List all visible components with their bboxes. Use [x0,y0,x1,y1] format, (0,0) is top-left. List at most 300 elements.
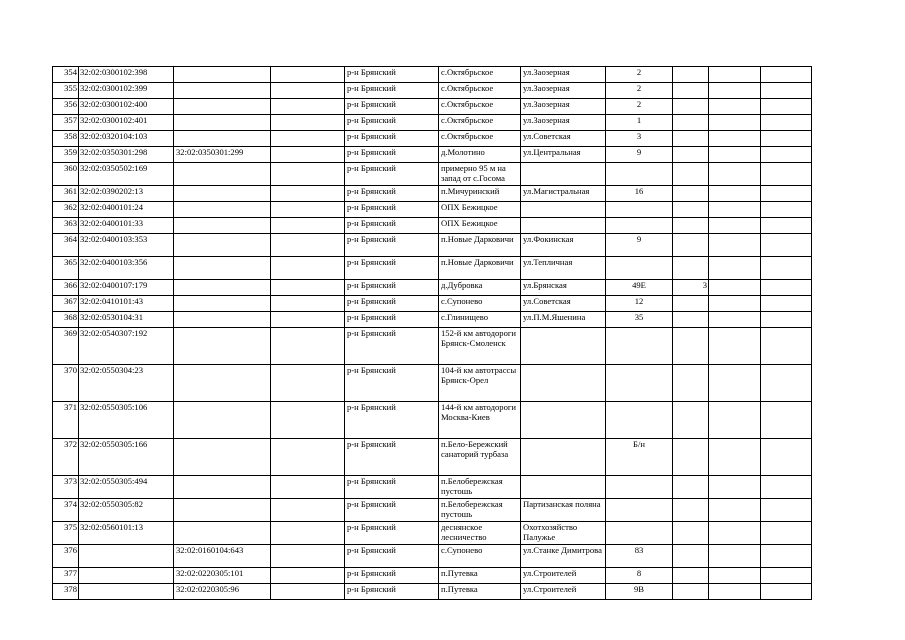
settlement: с.Октябрьское [439,131,521,147]
empty-cell [761,312,812,328]
related-cadastral-number [174,83,271,99]
empty-cell [761,131,812,147]
cadastral-number: 32:02:0550304:23 [79,365,174,402]
empty-cell [709,522,761,545]
cadastral-number [79,545,174,568]
cadastral-number: 32:02:0550305:494 [79,476,174,499]
cadastral-number: 32:02:0300102:401 [79,115,174,131]
empty-cell [271,499,345,522]
street: ул.Фокинская [521,234,606,257]
table-row [53,312,812,328]
house-number [606,476,673,499]
empty-cell [271,131,345,147]
house-number: 9 [606,147,673,163]
settlement: п.Новые Дарковичи [439,234,521,257]
cadastral-number: 32:02:0300102:398 [79,67,174,83]
empty-cell [271,296,345,312]
row-number: 368 [53,312,79,328]
empty-cell [761,365,812,402]
district: р-н Брянский [345,584,439,600]
related-cadastral-number [174,296,271,312]
row-number: 375 [53,522,79,545]
empty-cell [709,83,761,99]
row-number: 357 [53,115,79,131]
building-number [673,328,709,365]
house-number: 3 [606,131,673,147]
building-number [673,186,709,202]
row-number: 364 [53,234,79,257]
row-number: 370 [53,365,79,402]
house-number: Б/н [606,439,673,476]
related-cadastral-number [174,115,271,131]
table-row [53,402,812,439]
district: р-н Брянский [345,163,439,186]
cadastral-number: 32:02:0540307:192 [79,328,174,365]
related-cadastral-number [174,99,271,115]
street [521,402,606,439]
building-number [673,115,709,131]
row-number: 372 [53,439,79,476]
empty-cell [709,115,761,131]
empty-cell [761,218,812,234]
district: р-н Брянский [345,115,439,131]
district: р-н Брянский [345,545,439,568]
settlement: п.Путевка [439,584,521,600]
settlement: д.Дубровка [439,280,521,296]
table-row [53,186,812,202]
district: р-н Брянский [345,147,439,163]
empty-cell [271,147,345,163]
cadastral-number: 32:02:0300102:400 [79,99,174,115]
cadastral-number: 32:02:0400101:33 [79,218,174,234]
row-number: 371 [53,402,79,439]
row-number: 359 [53,147,79,163]
related-cadastral-number [174,186,271,202]
table-row [53,328,812,365]
building-number [673,218,709,234]
building-number [673,476,709,499]
building-number [673,147,709,163]
house-number [606,218,673,234]
empty-cell [761,147,812,163]
row-number: 355 [53,83,79,99]
district: р-н Брянский [345,280,439,296]
empty-cell [709,280,761,296]
empty-cell [271,402,345,439]
house-number [606,163,673,186]
row-number: 365 [53,257,79,280]
district: р-н Брянский [345,476,439,499]
street: ул.Заозерная [521,115,606,131]
street: ул.Советская [521,131,606,147]
building-number [673,99,709,115]
table-row [53,296,812,312]
empty-cell [709,67,761,83]
settlement: примерно 95 м на запад от с.Госома [439,163,521,186]
cadastral-number: 32:02:0400107:179 [79,280,174,296]
district: р-н Брянский [345,257,439,280]
settlement: 104-й км автотрассы Брянск-Орел [439,365,521,402]
related-cadastral-number [174,522,271,545]
cadastral-number: 32:02:0300102:399 [79,83,174,99]
empty-cell [709,545,761,568]
street: ул.Советская [521,296,606,312]
empty-cell [271,218,345,234]
building-number: 3 [673,280,709,296]
building-number [673,439,709,476]
row-number: 377 [53,568,79,584]
cadastral-number: 32:02:0560101:13 [79,522,174,545]
row-number: 376 [53,545,79,568]
house-number [606,257,673,280]
related-cadastral-number [174,218,271,234]
street: ул.Центральная [521,147,606,163]
cadastral-number: 32:02:0550305:106 [79,402,174,439]
empty-cell [761,584,812,600]
settlement: 152-й км автодороги Брянск-Смоленск [439,328,521,365]
empty-cell [761,257,812,280]
related-cadastral-number [174,280,271,296]
house-number [606,499,673,522]
table-row [53,280,812,296]
empty-cell [761,280,812,296]
empty-cell [761,402,812,439]
empty-cell [761,545,812,568]
house-number: 16 [606,186,673,202]
empty-cell [271,545,345,568]
empty-cell [709,499,761,522]
district: р-н Брянский [345,365,439,402]
property-table [52,66,812,600]
district: р-н Брянский [345,568,439,584]
table-row [53,67,812,83]
street [521,218,606,234]
row-number: 358 [53,131,79,147]
building-number [673,234,709,257]
cadastral-number: 32:02:0410101:43 [79,296,174,312]
settlement: ОПХ Бежицкое [439,218,521,234]
table-row [53,83,812,99]
building-number [673,522,709,545]
cadastral-number: 32:02:0530104:31 [79,312,174,328]
empty-cell [709,312,761,328]
empty-cell [709,296,761,312]
row-number: 369 [53,328,79,365]
street: ул.Тепличная [521,257,606,280]
settlement: п.Белобережская пустошь [439,476,521,499]
empty-cell [271,568,345,584]
district: р-н Брянский [345,131,439,147]
related-cadastral-number: 32:02:0350301:299 [174,147,271,163]
house-number: 9В [606,584,673,600]
table-row [53,522,812,545]
cadastral-number: 32:02:0400103:356 [79,257,174,280]
cadastral-number: 32:02:0550305:166 [79,439,174,476]
house-number [606,522,673,545]
building-number [673,499,709,522]
empty-cell [761,476,812,499]
row-number: 373 [53,476,79,499]
empty-cell [761,328,812,365]
empty-cell [761,163,812,186]
related-cadastral-number: 32:02:0220305:101 [174,568,271,584]
related-cadastral-number: 32:02:0160104:643 [174,545,271,568]
cadastral-number: 32:02:0390202:13 [79,186,174,202]
table-row [53,476,812,499]
empty-cell [271,439,345,476]
cadastral-number [79,584,174,600]
empty-cell [709,218,761,234]
empty-cell [709,439,761,476]
building-number [673,312,709,328]
related-cadastral-number [174,499,271,522]
related-cadastral-number [174,257,271,280]
settlement: 144-й км автодороги Москва-Киев [439,402,521,439]
settlement: с.Октябрьское [439,83,521,99]
building-number [673,584,709,600]
empty-cell [761,67,812,83]
building-number [673,545,709,568]
house-number: 2 [606,99,673,115]
district: р-н Брянский [345,312,439,328]
row-number: 363 [53,218,79,234]
street: ул.Строителей [521,584,606,600]
related-cadastral-number: 32:02:0220305:96 [174,584,271,600]
empty-cell [761,568,812,584]
street [521,328,606,365]
empty-cell [761,234,812,257]
table-row [53,234,812,257]
street [521,476,606,499]
house-number [606,365,673,402]
district: р-н Брянский [345,186,439,202]
empty-cell [271,115,345,131]
district: р-н Брянский [345,499,439,522]
empty-cell [709,402,761,439]
empty-cell [761,499,812,522]
settlement: с.Октябрьское [439,99,521,115]
street [521,365,606,402]
district: р-н Брянский [345,439,439,476]
house-number [606,202,673,218]
empty-cell [271,83,345,99]
table-row [53,499,812,522]
cadastral-number: 32:02:0400103:353 [79,234,174,257]
settlement: с.Глинищево [439,312,521,328]
related-cadastral-number [174,402,271,439]
table-row [53,568,812,584]
cadastral-number: 32:02:0350301:298 [79,147,174,163]
district: р-н Брянский [345,296,439,312]
row-number: 356 [53,99,79,115]
district: р-н Брянский [345,522,439,545]
related-cadastral-number [174,365,271,402]
empty-cell [761,83,812,99]
empty-cell [271,257,345,280]
empty-cell [761,296,812,312]
district: р-н Брянский [345,328,439,365]
settlement: п.Белобережская пустошь [439,499,521,522]
table-row [53,218,812,234]
street [521,163,606,186]
street [521,439,606,476]
table-row [53,115,812,131]
row-number: 354 [53,67,79,83]
empty-cell [709,257,761,280]
street: ул.Станке Димитрова [521,545,606,568]
street: ул.Заозерная [521,83,606,99]
empty-cell [709,99,761,115]
house-number: 12 [606,296,673,312]
empty-cell [271,476,345,499]
street: Охотхозяйство Палужье [521,522,606,545]
district: р-н Брянский [345,83,439,99]
table-row [53,131,812,147]
row-number: 366 [53,280,79,296]
empty-cell [271,365,345,402]
related-cadastral-number [174,67,271,83]
street: ул.Заозерная [521,99,606,115]
empty-cell [271,67,345,83]
empty-cell [271,584,345,600]
building-number [673,365,709,402]
house-number: 35 [606,312,673,328]
empty-cell [271,99,345,115]
table-row [53,257,812,280]
empty-cell [761,439,812,476]
empty-cell [761,115,812,131]
building-number [673,257,709,280]
street [521,202,606,218]
settlement: п.Путевка [439,568,521,584]
empty-cell [709,131,761,147]
building-number [673,296,709,312]
house-number: 2 [606,83,673,99]
cadastral-number: 32:02:0550305:82 [79,499,174,522]
empty-cell [761,186,812,202]
empty-cell [709,234,761,257]
building-number [673,163,709,186]
house-number: 49Е [606,280,673,296]
row-number: 367 [53,296,79,312]
street: ул.Строителей [521,568,606,584]
district: р-н Брянский [345,234,439,257]
settlement: с.Супонево [439,296,521,312]
table-row [53,163,812,186]
building-number [673,83,709,99]
settlement: с.Октябрьское [439,67,521,83]
table-row [53,545,812,568]
settlement: деснянское лесничество [439,522,521,545]
empty-cell [709,186,761,202]
cadastral-number: 32:02:0320104:103 [79,131,174,147]
street: ул.П.М.Яшенина [521,312,606,328]
empty-cell [761,202,812,218]
empty-cell [271,234,345,257]
cadastral-number: 32:02:0400101:24 [79,202,174,218]
settlement: с.Октябрьское [439,115,521,131]
house-number [606,402,673,439]
district: р-н Брянский [345,99,439,115]
related-cadastral-number [174,439,271,476]
district: р-н Брянский [345,202,439,218]
cadastral-number: 32:02:0350502:169 [79,163,174,186]
related-cadastral-number [174,202,271,218]
empty-cell [271,312,345,328]
house-number: 8 [606,568,673,584]
table-row [53,202,812,218]
district: р-н Брянский [345,218,439,234]
district: р-н Брянский [345,402,439,439]
settlement: с.Супонево [439,545,521,568]
row-number: 361 [53,186,79,202]
empty-cell [761,522,812,545]
related-cadastral-number [174,312,271,328]
empty-cell [709,202,761,218]
empty-cell [709,163,761,186]
empty-cell [709,328,761,365]
building-number [673,131,709,147]
building-number [673,202,709,218]
related-cadastral-number [174,163,271,186]
related-cadastral-number [174,476,271,499]
house-number: 2 [606,67,673,83]
settlement: ОПХ Бежицкое [439,202,521,218]
house-number: 9 [606,234,673,257]
house-number: 83 [606,545,673,568]
house-number: 1 [606,115,673,131]
row-number: 378 [53,584,79,600]
row-number: 362 [53,202,79,218]
settlement: п.Мичуринский [439,186,521,202]
empty-cell [709,365,761,402]
street: ул.Брянская [521,280,606,296]
empty-cell [709,568,761,584]
settlement: п.Бело-Бережский санаторий турбаза [439,439,521,476]
related-cadastral-number [174,328,271,365]
row-number: 360 [53,163,79,186]
street: ул.Магистральная [521,186,606,202]
settlement: д.Молотино [439,147,521,163]
empty-cell [271,202,345,218]
settlement: п.Новые Дарковичи [439,257,521,280]
table-row [53,439,812,476]
related-cadastral-number [174,131,271,147]
empty-cell [761,99,812,115]
street: Партизанская поляна [521,499,606,522]
empty-cell [709,584,761,600]
house-number [606,328,673,365]
district: р-н Брянский [345,67,439,83]
related-cadastral-number [174,234,271,257]
empty-cell [709,476,761,499]
empty-cell [271,328,345,365]
table-row [53,584,812,600]
building-number [673,568,709,584]
empty-cell [271,522,345,545]
building-number [673,67,709,83]
table-row [53,99,812,115]
building-number [673,402,709,439]
table-row [53,147,812,163]
cadastral-number [79,568,174,584]
empty-cell [271,280,345,296]
empty-cell [271,163,345,186]
row-number: 374 [53,499,79,522]
empty-cell [271,186,345,202]
empty-cell [709,147,761,163]
table-row [53,365,812,402]
